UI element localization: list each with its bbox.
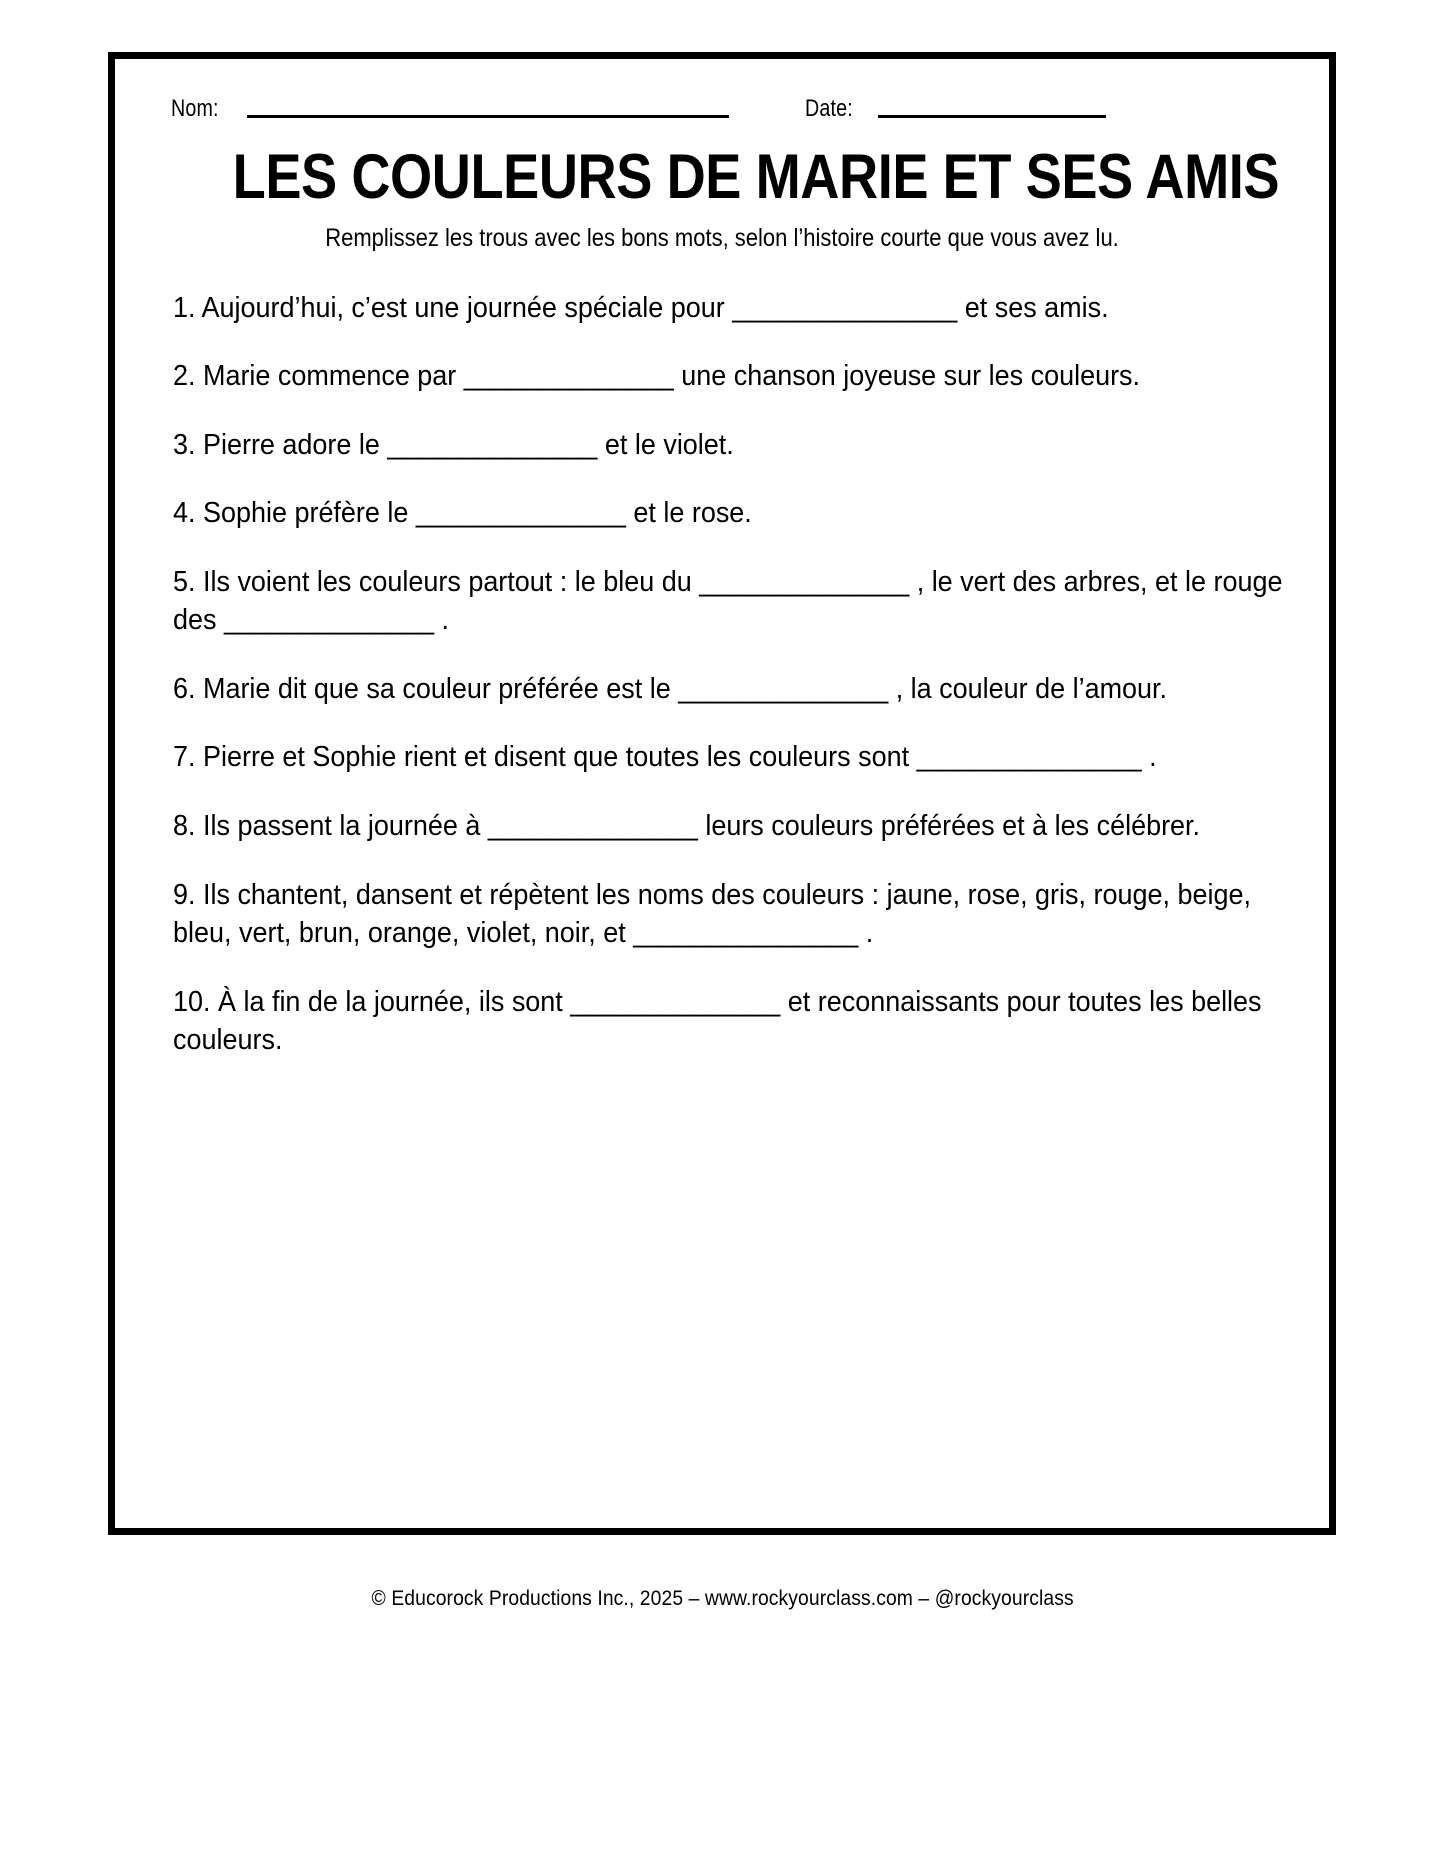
page-title: LES COULEURS DE MARIE ET SES AMIS: [232, 142, 1280, 212]
footer-text: © Educorock Productions Inc., 2025 – www.rockyourclass.com – @rockyourclass: [371, 1587, 1074, 1610]
question-item: 8. Ils passent la journée à ______________ leurs couleurs préférées et à les célébrer.: [173, 810, 1201, 842]
question-item: 4. Sophie préfère le ______________ et le rose.: [173, 497, 752, 530]
worksheet-content: [115, 59, 1329, 1528]
question-item: 6. Marie dit que sa couleur préférée est le ______________ , la couleur de l’amour.: [173, 672, 1168, 705]
question-item: 5. Ils voient les couleurs partout : le bleu du ______________ , le vert des arbres, et le rouge des ______________ .: [173, 565, 1283, 637]
questions-list: [153, 289, 1291, 1060]
question-item: 10. À la fin de la journée, ils sont ______________ et reconnaissants pour toutes les belles couleurs.: [173, 985, 1262, 1057]
name-date-row: [153, 97, 1291, 123]
question-item: 2. Marie commence par ______________ une chanson joyeuse sur les couleurs.: [173, 360, 1141, 393]
question-item: 9. Ils chantent, dansent et répètent les noms des couleurs : jaune, rose, gris, rouge, beige, bleu, vert, brun, orange, violet, noir, et _______________ .: [173, 878, 1251, 950]
question-item: 7. Pierre et Sophie rient et disent que toutes les couleurs sont _______________ .: [173, 741, 1157, 774]
name-input-line[interactable]: [247, 115, 729, 118]
question-item: 1. Aujourd’hui, c’est une journée spéciale pour _______________ et ses amis.: [173, 291, 1109, 324]
name-label: Nom:: [171, 95, 219, 122]
date-label: Date:: [805, 95, 854, 122]
worksheet-frame: [108, 52, 1336, 1535]
instructions-text: Remplissez les trous avec les bons mots, selon l’histoire courte que vous avez lu.: [325, 224, 1119, 253]
footer-copyright: [0, 1587, 1445, 1611]
question-item: 3. Pierre adore le ______________ et le violet.: [173, 428, 734, 461]
date-input-line[interactable]: [878, 115, 1106, 118]
